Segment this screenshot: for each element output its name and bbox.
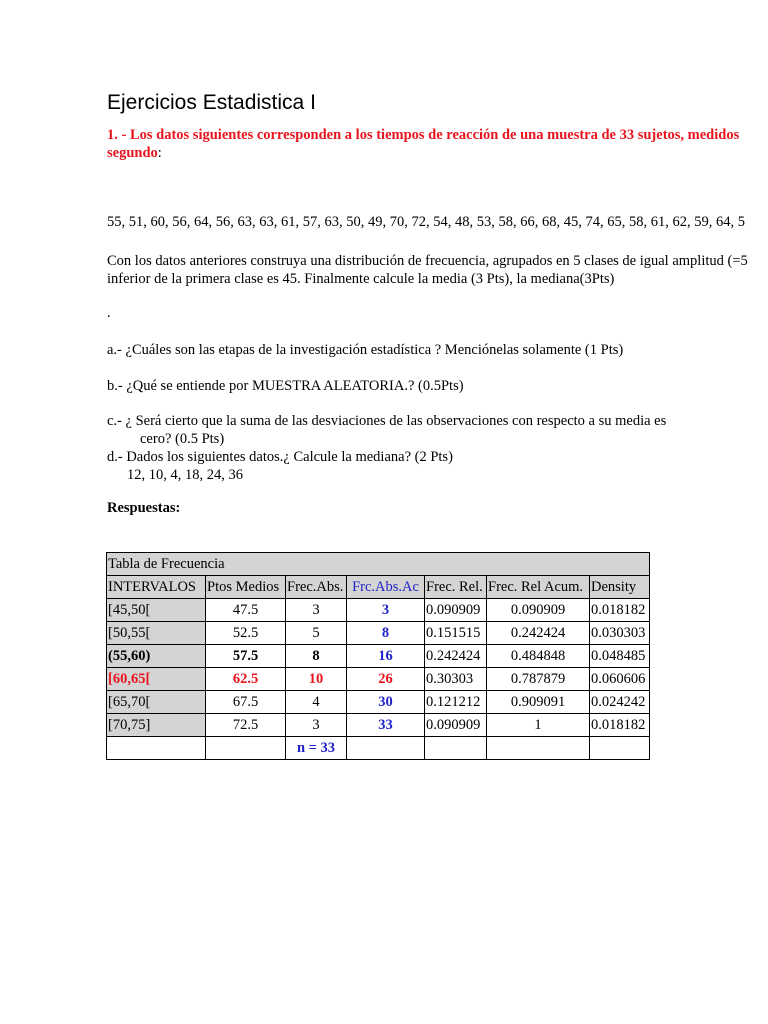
table-header-row (107, 576, 650, 599)
table-total-row (107, 737, 650, 760)
question-d (107, 448, 453, 484)
density-cell: 0.060606 (590, 668, 650, 691)
midpoint-cell: 62.5 (206, 668, 286, 691)
instructions (107, 252, 748, 288)
cum-abs-freq-cell: 30 (347, 691, 425, 714)
midpoint-cell: 47.5 (206, 599, 286, 622)
cum-rel-freq-cell: 0.484848 (487, 645, 590, 668)
interval-cell: [50,55[ (107, 622, 206, 645)
question-1-line2 (107, 144, 739, 162)
table-caption-row (107, 553, 650, 576)
cum-rel-freq-cell: 0.787879 (487, 668, 590, 691)
rel-freq-cell: 0.090909 (425, 714, 487, 737)
header-frec-rel: Frec. Rel. (425, 576, 487, 599)
empty-cell (487, 737, 590, 760)
interval-cell: (55,60) (107, 645, 206, 668)
header-frc-abs-ac: Frc.Abs.Ac (347, 576, 425, 599)
cum-abs-freq-cell: 26 (347, 668, 425, 691)
density-cell: 0.048485 (590, 645, 650, 668)
question-1-line2-text: segundo (107, 145, 158, 161)
density-cell: 0.018182 (590, 599, 650, 622)
abs-freq-cell: 5 (286, 622, 347, 645)
question-d-line1: d.- Dados los siguientes datos.¿ Calcule la mediana? (2 Pts) (107, 449, 453, 465)
instructions-line1: Con los datos anteriores construya una distribución de frecuencia, agrupados en 5 clases de igual amplitud (=5 (107, 253, 748, 269)
header-ptos-medios: Ptos Medios (206, 576, 286, 599)
header-density: Density (590, 576, 650, 599)
question-d-line2: 12, 10, 4, 18, 24, 36 (127, 467, 243, 483)
dot-marker: . (107, 305, 111, 321)
interval-cell: [70,75] (107, 714, 206, 737)
document-title: Ejercicios Estadistica I (107, 91, 316, 114)
midpoint-cell: 57.5 (206, 645, 286, 668)
abs-freq-cell: 3 (286, 714, 347, 737)
table-row (107, 645, 650, 668)
question-1-colon: : (157, 145, 162, 161)
interval-cell: [65,70[ (107, 691, 206, 714)
density-cell: 0.018182 (590, 714, 650, 737)
cum-abs-freq-cell: 3 (347, 599, 425, 622)
midpoint-cell: 72.5 (206, 714, 286, 737)
question-a: a.- ¿Cuáles son las etapas de la investigación estadística ? Menciónelas solamente (1 Pts) (107, 342, 624, 358)
midpoint-cell: 52.5 (206, 622, 286, 645)
header-intervalos: INTERVALOS (107, 576, 206, 599)
table-row (107, 599, 650, 622)
cum-rel-freq-cell: 0.909091 (487, 691, 590, 714)
table-caption: Tabla de Frecuencia (107, 553, 650, 576)
table-row (107, 714, 650, 737)
header-frec-abs: Frec.Abs. (286, 576, 347, 599)
empty-cell (590, 737, 650, 760)
cum-abs-freq-cell: 16 (347, 645, 425, 668)
empty-cell (347, 737, 425, 760)
cum-rel-freq-cell: 0.090909 (487, 599, 590, 622)
rel-freq-cell: 0.242424 (425, 645, 487, 668)
abs-freq-cell: 10 (286, 668, 347, 691)
header-frec-rel-acum: Frec. Rel Acum. (487, 576, 590, 599)
rel-freq-cell: 0.151515 (425, 622, 487, 645)
table-row (107, 691, 650, 714)
question-c-line2: cero? (0.5 Pts) (140, 431, 225, 447)
question-c-line1: c.- ¿ Será cierto que la suma de las desviaciones de las observaciones con respecto a su media es (107, 413, 667, 429)
question-b: b.- ¿Qué se entiende por MUESTRA ALEATORIA.? (0.5Pts) (107, 378, 464, 394)
total-n: n = 33 (286, 737, 347, 760)
rel-freq-cell: 0.090909 (425, 599, 487, 622)
cum-abs-freq-cell: 8 (347, 622, 425, 645)
cum-abs-freq-cell: 33 (347, 714, 425, 737)
interval-cell: [45,50[ (107, 599, 206, 622)
abs-freq-cell: 4 (286, 691, 347, 714)
cum-rel-freq-cell: 1 (487, 714, 590, 737)
interval-cell: [60,65[ (107, 668, 206, 691)
density-cell: 0.030303 (590, 622, 650, 645)
empty-cell (206, 737, 286, 760)
empty-cell (425, 737, 487, 760)
question-c (107, 412, 666, 448)
density-cell: 0.024242 (590, 691, 650, 714)
question-1 (107, 126, 739, 162)
abs-freq-cell: 3 (286, 599, 347, 622)
question-1-line1: 1. - Los datos siguientes corresponden a los tiempos de reacción de una muestra de 33 sujetos, medidos (107, 127, 740, 143)
midpoint-cell: 67.5 (206, 691, 286, 714)
table-row (107, 622, 650, 645)
cum-rel-freq-cell: 0.242424 (487, 622, 590, 645)
frequency-table (106, 552, 650, 760)
answers-label: Respuestas: (107, 500, 181, 516)
rel-freq-cell: 0.30303 (425, 668, 487, 691)
data-values: 55, 51, 60, 56, 64, 56, 63, 63, 61, 57, 63, 50, 49, 70, 72, 54, 48, 53, 58, 66, 68, 45, 74, 65, 58, 61, 62, 59, 64, 5 (107, 214, 745, 230)
rel-freq-cell: 0.121212 (425, 691, 487, 714)
instructions-line2: inferior de la primera clase es 45. Finalmente calcule la media (3 Pts), la mediana(3Pts) (107, 271, 615, 287)
empty-cell (107, 737, 206, 760)
table-row (107, 668, 650, 691)
abs-freq-cell: 8 (286, 645, 347, 668)
